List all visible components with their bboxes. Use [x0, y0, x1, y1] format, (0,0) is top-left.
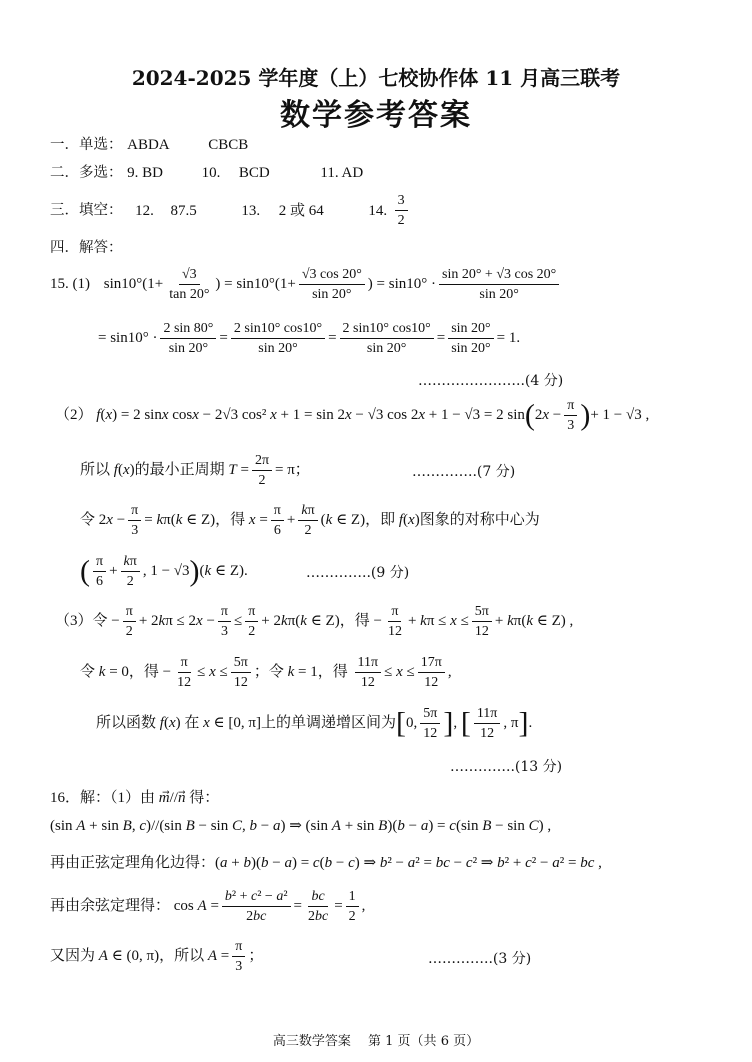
single-choice-answers-1: ABDA	[127, 137, 170, 153]
p15-conclusion: 所以函数 f(x) 在 x ∈ [0, π]上的单调递增区间为[0, $\frac{5\pi}{12}$ ], [ $\frac{11\pi}{12}$ , π].	[96, 706, 533, 741]
p16-label: 16．解：（1）由	[50, 790, 156, 806]
p15-part1-line2: = sin10° · $\frac{2 \sin 80^\circ}{\sin 20^\circ}$ = $\frac{2 \sin 10^\circ \cos 10^\circ}{\sin 20^\circ}$ = $\frac{2 \sin 10^\circ \cos 10^\circ}{\sin 20^\circ}$ = $\frac{\sin 20^\circ}{\sin 20^\circ}$ = 1.	[98, 321, 521, 356]
p15-score-4: …………………..(4 分)	[418, 373, 564, 389]
p16-line2: (sin A + sin B, c)//(sin B − sin C, b − a) ⇒ (sin A + sin B)(b − a) = c(sin B − sin C) ,	[50, 818, 552, 834]
p15-part2-label: （2）	[55, 406, 93, 423]
single-choice-answers-2: CBCB	[208, 137, 249, 153]
answer-q14-number: 14.	[368, 202, 388, 219]
single-choice-label: 一．单选：	[50, 137, 123, 153]
p15-label: 15. (1)	[50, 275, 90, 292]
p15-center-point: ( $\frac{\pi}{6}$ + $\frac{k\pi}{2}$ , 1 − √3)(k ∈ Z).	[80, 554, 248, 589]
multi-choice-row	[50, 161, 363, 182]
p15-part2-line1: （2） f(x) = 2 sinx cosx − 2√3 cos² x + 1 = sin 2x − √3 cos 2x + 1 − √3 = 2 sin(2x − $\frac{\pi}{3}$ )+ 1 − √3 ,	[55, 398, 650, 433]
p15-part1-line1: 15. (1) sin10°(1+ $\frac{√3}{\tan 20^\circ}$ ) = sin10°(1+ $\frac{√3 \cos 20^\circ}{\sin 20^\circ}$ ) = sin10° · $\frac{\sin 20^\circ + √3 \cos 20^\circ}{\sin 20^\circ}$	[50, 266, 562, 303]
p16-line1: 16．解：（1）由 m⃗//n⃗ 得：	[50, 790, 220, 806]
answer-q12-number: 12.	[135, 202, 154, 219]
answer-q13-number: 13.	[241, 202, 261, 219]
p15-score-7: …………..(7 分)	[412, 464, 516, 480]
answer-q12: 87.5	[170, 202, 197, 219]
fill-blank-row	[50, 192, 411, 229]
answer-q14-fraction: $\frac{3}{2}$	[395, 192, 408, 229]
p16-score-3: …………..(3 分)	[428, 951, 532, 967]
p15-part3-line1: （3）令 − $\frac{\pi}{2}$ + 2kπ ≤ 2x − $\frac{\pi}{3}$ ≤ $\frac{\pi}{2}$ + 2kπ(k ∈ Z)，得 − $\frac{\pi}{12}$ + kπ ≤ x ≤ $\frac{5\pi}{12}$ + kπ(k ∈ Z) ,	[55, 604, 574, 639]
p15-part3-line2: 令 k = 0，得 − $\frac{\pi}{12}$ ≤ x ≤ $\frac{5\pi}{12}$ ；令 k = 1，得 $\frac{11\pi}{12}$ ≤ x ≤ $\frac{17\pi}{12}$ ,	[80, 655, 452, 690]
p16-line5: 又因为 A ∈ (0, π)，所以 A = $\frac{\pi}{3}$ ；	[50, 939, 264, 974]
answer-q10-number: 10.	[201, 165, 221, 181]
p15-period-line: 所以 f(x)的最小正周期 T = $\frac{2\pi}{2}$ = π；	[80, 453, 310, 488]
fill-blank-label: 三．填空：	[50, 202, 123, 219]
answer-q11: 11. AD	[320, 165, 364, 181]
p15-score-9: …………..(9 分)	[306, 565, 410, 581]
single-choice-row	[50, 133, 248, 154]
multi-choice-label: 二．多选：	[50, 165, 123, 181]
answer-q9: 9. BD	[127, 165, 163, 181]
p16-line4: 再由余弦定理得： cos A = $\frac{\text{b² + c² − a²}}{2bc}$ = $\frac{bc}{2bc}$ = $\frac{1}{2}$ ,	[50, 889, 366, 924]
p15-part3-label: （3）令	[55, 612, 108, 629]
p15-center-line: 令 2x − $\frac{\pi}{3}$ = kπ(k ∈ Z)，得 x = $\frac{\pi}{6}$ + $\frac{k\pi}{2}$ (k ∈ Z)，即 f(x)图象的对称中心为	[80, 503, 540, 538]
document-title: 2024-2025 学年度（上）七校协作体 11 月高三联考	[131, 66, 621, 90]
answer-q13: 2 或 64	[278, 202, 324, 219]
answer-q10: BCD	[238, 165, 270, 181]
p15-score-13: …………..(13 分)	[450, 759, 563, 775]
document-subtitle: 数学参考答案	[280, 98, 472, 133]
solutions-label: 四．解答：	[50, 240, 123, 256]
page-footer: 高三数学答案 第 1 页（共 6 页）	[272, 1034, 480, 1049]
p16-line3: 再由正弦定理角化边得：(a + b)(b − a) = c(b − c) ⇒ b² − a² = bc − c² ⇒ b² + c² − a² = bc ,	[50, 855, 602, 871]
